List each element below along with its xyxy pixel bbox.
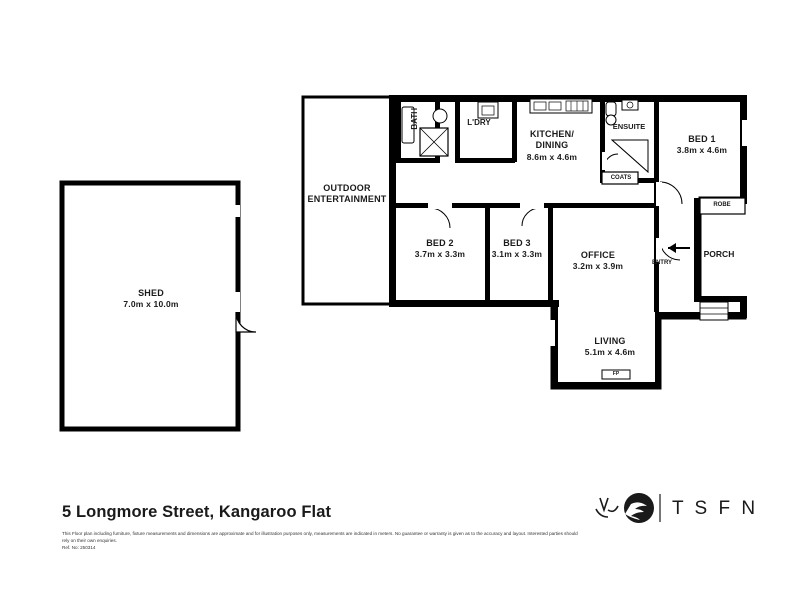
- kitchen-dims: 8.6m x 4.6m: [526, 151, 578, 162]
- shed-name: SHED: [138, 288, 164, 298]
- bed1-dims: 3.8m x 4.6m: [676, 145, 728, 156]
- outdoor-line2: ENTERTAINMENT: [307, 194, 387, 205]
- fireplace-label: FP: [612, 371, 620, 377]
- bed2-name: BED 2: [426, 238, 454, 248]
- brand-name: T S F N: [672, 498, 759, 519]
- living-name: LIVING: [594, 336, 626, 346]
- kitchen-line1: KITCHEN/: [529, 129, 575, 139]
- porch-label: PORCH: [703, 249, 735, 259]
- entry-label: ENTRY: [651, 260, 673, 266]
- kitchen-line2: DINING: [535, 140, 569, 151]
- disclaimer-body: This Floor plan including furniture, fixture measurements and dimensions are approximate and for illustration purposes only, measurements are indicated in meters. No guarantee or warranty is given as to the accuracy and layout. Interested parties should rely on their own enquiries.: [62, 531, 578, 543]
- house-walls: [303, 95, 747, 388]
- robe-label: ROBE: [713, 202, 731, 208]
- living-dims: 5.1m x 4.6m: [584, 347, 636, 358]
- bath-label: BATH: [410, 108, 419, 130]
- tsfn-logo-icon: [596, 493, 660, 523]
- shed-outline: [62, 183, 256, 429]
- page-title: 5 Longmore Street, Kangaroo Flat: [62, 503, 332, 521]
- bed2-dims: 3.7m x 3.3m: [414, 249, 466, 260]
- office-name: OFFICE: [580, 250, 616, 260]
- bed3-name: BED 3: [503, 238, 531, 248]
- ensuite-label: ENSUITE: [612, 122, 646, 131]
- bed1-name: BED 1: [688, 134, 716, 144]
- outdoor-line1: OUTDOOR: [323, 183, 371, 193]
- disclaimer-text: [62, 531, 582, 552]
- office-dims: 3.2m x 3.9m: [572, 261, 624, 272]
- coats-label: COATS: [610, 175, 632, 181]
- shed-dims: 7.0m x 10.0m: [123, 299, 179, 310]
- bed3-dims: 3.1m x 3.3m: [491, 249, 543, 260]
- reference-number: Ref. No: 250314: [62, 544, 96, 550]
- ldry-label: L'DRY: [467, 118, 491, 127]
